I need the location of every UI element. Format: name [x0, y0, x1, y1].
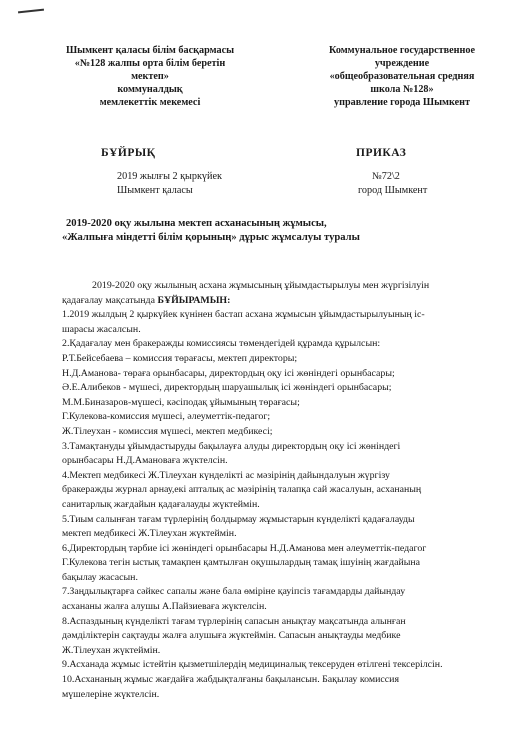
body-line: мектеп медбикесі Ж.Тілеухан жүктеймін. [62, 528, 237, 540]
header-right-line: Коммунальное государственное [328, 45, 476, 56]
header-right-line: учреждение [374, 58, 430, 69]
subject-line: 2019-2020 оқу жылына мектеп асханасының жұмысы, [66, 218, 327, 229]
body-line: 1.2019 жылдың 2 қыркүйек күнінен бастап асхана жұмысын ұйымдастырылуының іс- [62, 309, 425, 321]
order-number: №72\2 [372, 171, 400, 182]
city-kazakh: Шымкент қаласы [117, 185, 193, 196]
order-body [62, 279, 500, 702]
order-directive: БҰЙЫРАМЫН: [157, 294, 231, 306]
header-left-line: «№128 жалпы орта білім беретін [74, 58, 226, 69]
pen-mark [18, 9, 44, 14]
body-line: 7.Заңдылықтарға сәйкес сапалы және бала өміріне қауіпсіз тағамдарды дайындау [62, 586, 406, 598]
order-title-russian: ПРИКАЗ [356, 147, 407, 159]
body-line: М.М.Биназаров-мүшесі, кәсіподақ ұйымының төрағасы; [62, 396, 300, 408]
body-line: асхананы жалға алушы А.Пайзиеваға жүктелсін. [62, 601, 267, 613]
body-line: 5.Тиым салынған тағам түрлерінің болдырмау жұмыстарын күнделікті қадағалауды [62, 513, 415, 525]
header-left-line: мемлекеттік мекемесі [99, 97, 201, 108]
header-right-line: школа №128» [370, 84, 434, 95]
subject-line: «Жалпыға міндетті білім қорының» дұрыс жұмсалуы туралы [62, 232, 360, 243]
body-line: 8.Аспаздының күнделікті тағам түрлерінің сапасын анықтау мақсатында алынған [62, 615, 406, 627]
body-line: бақылау жасасын. [62, 571, 138, 583]
body-line: Ж.Тілеухан жүктеймін. [62, 644, 161, 656]
body-line: Р.Т.Бейсебаева – комиссия төрағасы, мектеп директоры; [62, 352, 298, 364]
body-line: 9.Асханада жұмыс істейтін қызметшілердің медициналық тексеруден өтілгені тексерілсін. [62, 659, 443, 671]
body-line: санитарлық жағдайын қадағалауды жүктеймін. [62, 498, 260, 510]
header-left-line: Шымкент қаласы білім басқармасы [65, 45, 235, 56]
body-line: 4.Мектеп медбикесі Ж.Тілеухан күнделікті ас мәзірінің дайындалуын жүргізу [62, 469, 390, 481]
header-right-line: «общеобразовательная средняя [329, 71, 475, 82]
order-date: 2019 жылғы 2 қыркүйек [117, 171, 222, 182]
body-line: Н.Д.Аманова- төраға орынбасары, директордың оқу ісі жөніндегі орынбасары; [62, 367, 395, 379]
body-line: бракеражды журнал арнау,екі апталық ас мәзірінің талапқа сай жасалуын, асхананың [62, 484, 422, 496]
body-intro-text: қадағалау мақсатында [62, 294, 158, 306]
order-subject [62, 217, 360, 245]
header-right-line: управление города Шымкент [334, 97, 470, 108]
body-line: 6.Директордың тәрбие ісі жөніндегі орынбасары Н.Д.Аманова мен әлеуметтік-педагог [62, 542, 427, 554]
body-intro-line [62, 294, 500, 309]
header-left-line: мектеп» [131, 71, 169, 82]
body-line: шарасы жасалсын. [62, 323, 141, 335]
body-line: Ә.Е.Алибеков - мүшесі, директордың шаруашылық ісі жөніндегі орынбасары; [62, 382, 392, 394]
body-line: 2.Қадағалау мен бракеражды комиссиясы төмендегідей құрамда құрылсын: [62, 338, 381, 350]
body-line: 3.Тамақтануды ұйымдастыруды бақылауға алуды директордың оқу ісі жөніндегі [62, 440, 401, 452]
header-kazakh [52, 44, 248, 109]
body-line: Ж.Тілеухан - комиссия мүшесі, мектеп медбикесі; [62, 425, 273, 437]
body-line: дәмділіктерін сақтауды жалға алушыға жүктеймін. Сапасын анықтауды медбике [62, 630, 401, 642]
order-title-kazakh: БҰЙРЫҚ [101, 147, 156, 159]
body-line: мүшелеріне жүктелсін. [62, 688, 160, 700]
city-russian: город Шымкент [358, 185, 428, 196]
body-line: Г.Кулекова тегін ыстық тамақпен қамтылған оқушылардың тамақ ішуінің жағдайына [62, 557, 421, 569]
body-line: орынбасары Н.Д.Амановаға жүктелсін. [62, 455, 228, 467]
body-line: 10.Асхананың жұмыс жағдайға жабдықталғаны бақылансын. Бақылау комиссия [62, 674, 400, 686]
header-russian [302, 44, 502, 109]
body-line: Г.Кулекова-комиссия мүшесі, әлеуметтік-педагог; [62, 411, 271, 423]
header-left-line: коммуналдық [117, 84, 183, 95]
body-intro-line: 2019-2020 оқу жылының асхана жұмысының ұйымдастырылуы мен жүргізілуін [92, 280, 430, 291]
